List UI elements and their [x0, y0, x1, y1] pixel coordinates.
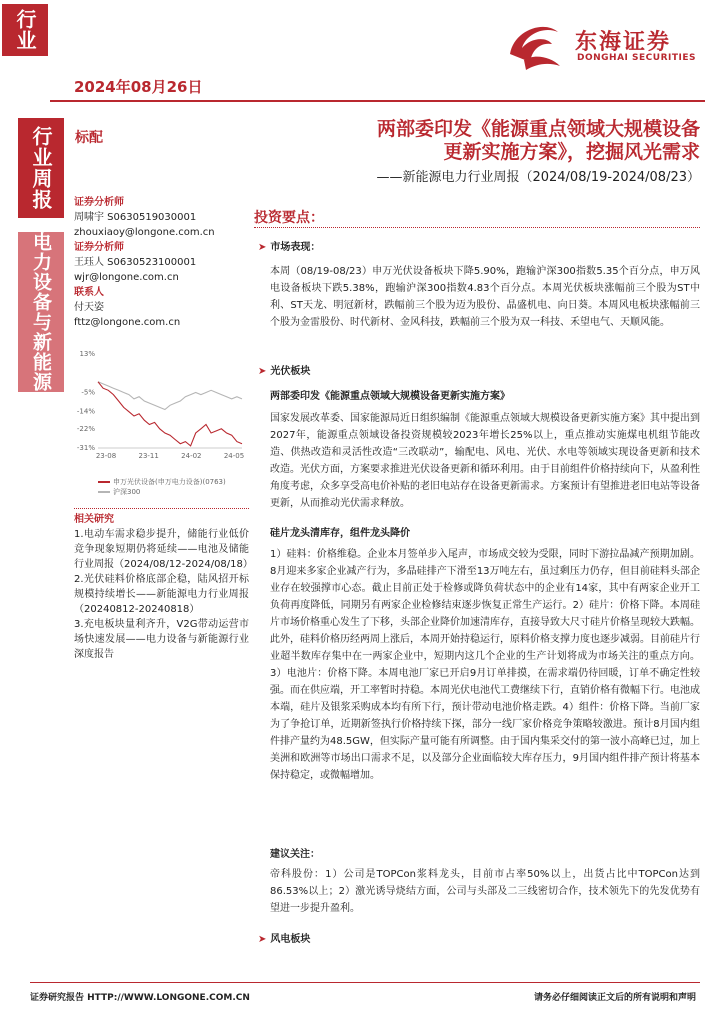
analyst-label: 证券分析师	[74, 197, 124, 208]
performance-chart-svg	[72, 348, 247, 473]
legend-swatch	[98, 491, 110, 493]
bullet-arrow-icon: ➤	[258, 366, 267, 377]
analyst-name: 王珏人 S0630523100001	[74, 257, 197, 268]
chart-legend	[98, 477, 247, 497]
series-line	[98, 382, 242, 446]
pv-title: 光伏板块	[270, 366, 311, 377]
pv-bullet	[258, 362, 310, 377]
legend-label: 沪深300	[113, 488, 141, 496]
related-divider	[74, 508, 249, 509]
y-tick-label: -14%	[76, 407, 95, 416]
x-tick-label: 23-11	[138, 452, 159, 460]
market-bullet	[258, 238, 320, 253]
footer-left[interactable]: 证券研究报告 HTTP://WWW.LONGONE.COM.CN	[30, 993, 250, 1003]
legend-item-series-2	[98, 487, 247, 497]
legend-label: 申万光伏设备(申万电力设备)(0763)	[113, 478, 226, 486]
pv-subheading: 硅片龙头清库存，组件龙头降价	[270, 528, 410, 539]
industry-tag: 电力设备与新能源	[18, 232, 64, 392]
report-subtitle: ——新能源电力行业周报（2024/08/19-2024/08/23）	[376, 170, 700, 185]
footer-disclaimer: 请务必仔细阅读正文后的所有说明和声明	[533, 993, 696, 1003]
y-tick-label: -31%	[76, 444, 95, 452]
y-tick-label: -22%	[76, 424, 95, 433]
report-date: 2024年08月26日	[74, 78, 203, 96]
section-title: 投资要点：	[254, 210, 324, 226]
wind-title: 风电板块	[270, 934, 311, 945]
y-tick-label: 13%	[79, 350, 95, 358]
title-line-1: 两部委印发《能源重点领域大规模设备	[376, 118, 700, 140]
x-tick-label: 24-05	[223, 452, 245, 460]
wind-bullet	[258, 930, 310, 945]
legend-item-series-1	[98, 477, 247, 487]
contact-name: 付天姿	[74, 302, 104, 313]
analyst-email[interactable]: zhouxiaoy@longone.com.cn	[74, 227, 215, 238]
performance-chart	[72, 348, 247, 498]
related-item[interactable]: 1.电动车需求稳步提升，储能行业低价竞争现象短期仍将延续——电池及储能行业周报（2024/08/12-2024/08/18）	[74, 529, 253, 570]
rating-label: 标配	[75, 130, 103, 146]
related-label: 相关研究	[74, 514, 114, 525]
analyst-email[interactable]: wjr@longone.com.cn	[74, 272, 179, 283]
related-research	[74, 512, 253, 662]
pv-paragraph: 国家发展改革委、国家能源局近日组织编制《能源重点领域大规模设备更新实施方案》其中提出到2027年，能源重点领域设备投资规模较2023年增长25%以上，重点推动实施煤电机组节能改造、供热改造和灵活性改造“三改联动”，输配电、风电、光伏、水电等领域实现设备更新和技术改造。光伏方面，方案要求推进光伏设备更新和循环利用。由于目前组件价格持续向下，从盈利性角度考虑，众多享受高电价补贴的老旧电站存在设备更新需求。方案预计有望推进老旧电站等设备更新，从而推动光伏需求释放。	[270, 413, 700, 509]
analyst-block	[74, 195, 244, 330]
contact-label: 联系人	[74, 287, 104, 298]
logo-english-name: DONGHAI SECURITIES	[577, 53, 696, 63]
market-paragraph: 本周（08/19-08/23）申万光伏设备板块下降5.90%，跑输沪深300指数5.35个百分点，申万风电设备板块下跌5.38%，跑输沪深300指数4.83个百分点。本周光伏板块涨幅前三个股为ST中利、ST天龙、明冠新材，跌幅前三个股为迈为股份、晶盛机电、向日葵。本周风电板块涨幅前三个股为金雷股份、时代新材、金风科技，跌幅前三个股为双一科技、禾望电气、天顺风能。	[270, 266, 700, 328]
advice-title: 建议关注：	[270, 849, 320, 860]
logo-chinese-name: 东海证券	[575, 30, 672, 55]
analyst-label: 证券分析师	[74, 242, 124, 253]
legend-swatch	[98, 481, 110, 483]
pv-paragraph: 1）硅料：价格维稳。企业本月签单步入尾声，市场成交较为受限，同时下游拉晶减产预期加剧。8月迎来多家企业减产行为，多晶硅排产下滑至13万吨左右，虽过剩压力仍存，但目前硅料头部企业存在较强撑市心态。截止目前正处于检修或降负荷状态中的企业有14家，其中有两家企业开工负荷再度降低，同期另有两家企业检修结束逐步恢复正常生产运行。2）硅片：价格下降。本周硅片市场价格重心发生了下移，头部企业降价加速清库存，直接导致大尺寸硅片价格呈现较大跌幅。此外，硅料价格历经两周上涨后，本周开始持稳运行，原料价格支撑力度也逐步减弱。目前硅片行业超半数库存集中在一两家企业中，短期内这几个企业的生产计划将成为市场关注的重点方向。3）电池片：价格下降。本周电池厂家已开启9月订单排摸，在需求端仍待回暖，订单不确定性较强。而在供应端，开工率暂时持稳。本周光伏电池代工费继续下行，直销价格有微幅下行。电池成本端，硅片及银浆采购成本均有所下行，预计带动电池价格走跌。4）组件：价格下降。当前厂家为了争抢订单，近期新签执行价格持续下探，部分一线厂家价格竞争策略较激进。预计8月国内组件排产量约为48.5GW，但实际产量可能有所调整。由于国内集采交付的第一波小高峰已过，加上美洲和欧洲等市场出口需求不足，以及部分企业面临较大库存压力，9月国内组件排产预计将基本保持稳定，或微幅增加。	[270, 549, 700, 781]
market-title: 市场表现：	[270, 242, 321, 253]
advice-paragraph: 帝科股份：1）公司是TOPCon浆料龙头，目前市占率50%以上，出货占比中TOPCon达到86.53%以上；2）激光诱导烧结方面，公司与头部及二三线密切合作，技术领先下的先发优势有望进一步提升盈利。	[270, 869, 700, 914]
contact-email[interactable]: fttz@longone.com.cn	[74, 317, 181, 328]
header-divider	[50, 100, 705, 102]
footer-divider	[30, 982, 700, 983]
analyst-name: 周啸宇 S0630519030001	[74, 212, 197, 223]
x-tick-label: 24-02	[181, 452, 202, 460]
related-item[interactable]: 3.充电板块量利齐升，V2G带动运营市场快速发展——电力设备与新能源行业深度报告	[74, 619, 249, 660]
bullet-arrow-icon: ➤	[258, 934, 267, 945]
section-divider	[254, 227, 700, 228]
category-tag: 行业	[2, 4, 48, 56]
bullet-arrow-icon: ➤	[258, 242, 267, 253]
title-line-2: 更新实施方案》，挖掘风光需求	[443, 141, 700, 163]
company-logo-icon	[504, 14, 568, 80]
x-tick-label: 23-08	[95, 452, 117, 460]
report-title	[230, 118, 700, 164]
y-tick-label: -5%	[81, 388, 95, 397]
pv-subheading: 两部委印发《能源重点领域大规模设备更新实施方案》	[270, 391, 510, 402]
report-type-tag: 行业周报	[18, 118, 64, 218]
related-item[interactable]: 2.光伏硅料价格底部企稳，陆风招开标规模持续增长——新能源电力行业周报（20240812-20240818）	[74, 574, 249, 615]
series-line	[98, 382, 242, 410]
